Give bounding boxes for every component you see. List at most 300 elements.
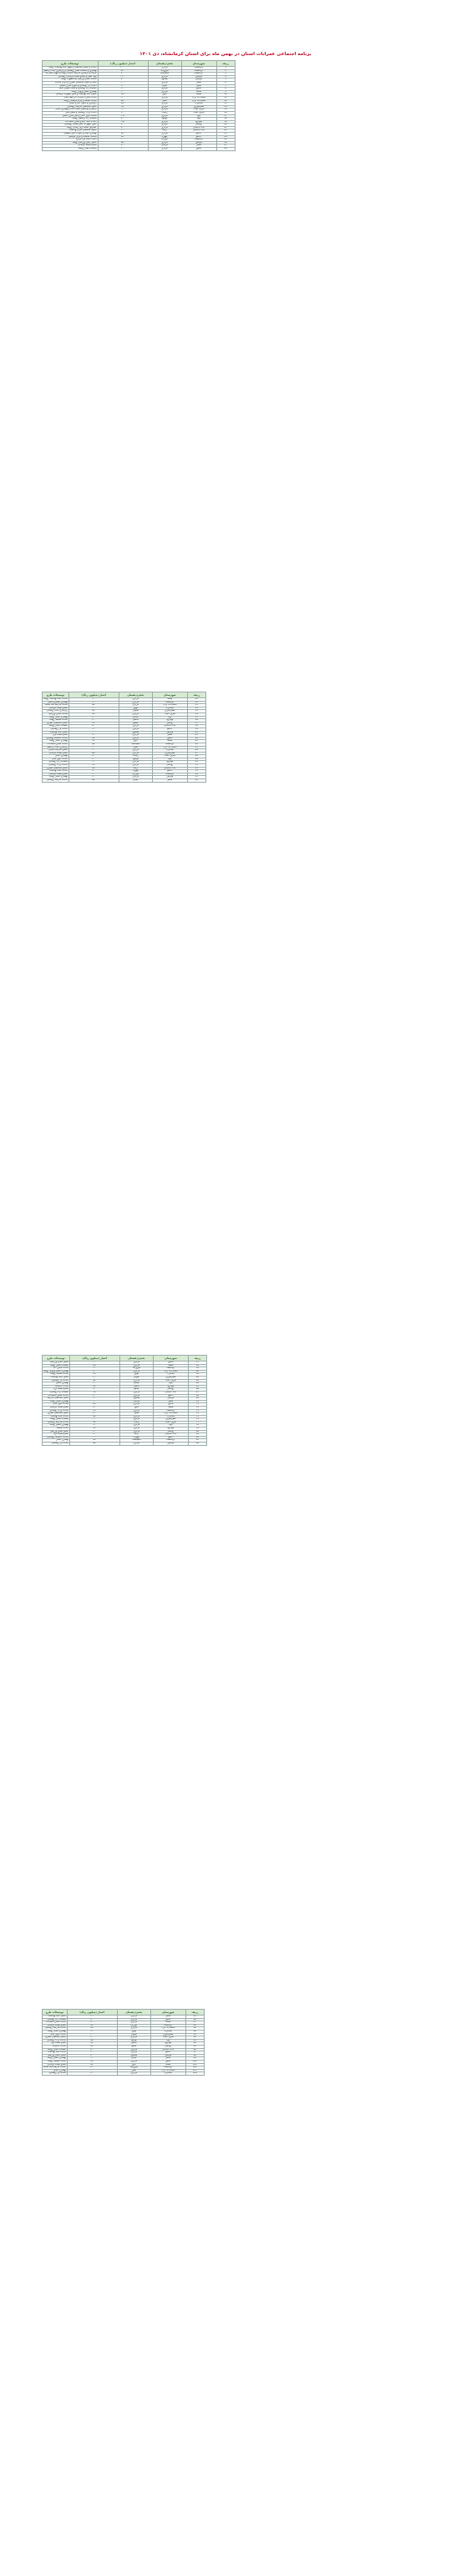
cell-county: فرامان <box>119 1400 153 1403</box>
cell-row: 102 <box>185 2066 204 2070</box>
cell-county: مرکزی <box>119 1379 153 1382</box>
cell-row: 72 <box>188 1406 206 1409</box>
cell-description: احداث سالن اجتماعات <box>43 2021 68 2025</box>
cell-row: 54 <box>187 773 205 776</box>
cell-row: 3 <box>216 73 235 76</box>
cell-county: بیستون <box>148 79 181 82</box>
cell-amount: ۷۰۰ <box>67 2018 117 2021</box>
cell-city: جوانرود <box>152 761 187 764</box>
cell-city: کرمانشاه <box>150 2066 185 2070</box>
cell-description: تکمیل سالن ورزشی <box>43 1430 70 1433</box>
cell-city: اسلام آباد غرب <box>152 746 187 749</box>
cell-description: اصلاح شبکه برق <box>43 1388 70 1392</box>
table-row <box>43 1443 207 1446</box>
cell-description: احداث پارک روستایی <box>43 1409 70 1412</box>
cell-description: بازسازی واحدهای آسیب دیده و بهسازی معابر <box>43 109 99 112</box>
cell-county: مرکزی <box>119 1415 153 1418</box>
column-header-description: توضیحات طرح <box>43 61 99 67</box>
cell-description: تکمیل سالن ورزشی <box>43 1362 70 1365</box>
cell-city: سنقر <box>181 84 216 88</box>
cell-amount: ۸۵۰ <box>98 99 148 103</box>
cell-description: آسفالت معابر روستا <box>43 725 69 728</box>
cell-amount: ۶۰۰ <box>67 2033 117 2036</box>
cell-city: سرپل ذهاب <box>152 755 187 758</box>
cell-amount: ۷۰۰ <box>67 2072 117 2076</box>
cell-row: 44 <box>187 743 205 746</box>
cell-county: حمیل <box>148 99 181 103</box>
cell-county: ریجاب <box>148 111 181 114</box>
cell-city: جوانرود <box>153 1427 188 1431</box>
cell-row: 70 <box>188 1400 206 1403</box>
cell-description: احداث مسجد <box>43 1427 70 1431</box>
cell-amount: ۶۵۰ <box>67 2024 117 2027</box>
cell-amount: ۷۵۰ <box>69 1364 119 1367</box>
table-row <box>43 2072 205 2076</box>
cell-city: اسلام آباد غرب <box>181 96 216 99</box>
cell-county: سومار <box>119 1376 153 1379</box>
cell-row: 62 <box>188 1376 206 1379</box>
cell-description: احداث مدرسه سه کلاسه <box>43 704 69 707</box>
cell-description: بهسازی و آسفالت معابر روستایی و زیرسازی جاده ارتباطی <box>43 69 97 72</box>
cell-amount: ۷۵۰ <box>69 1421 119 1424</box>
document-page-4 <box>42 2009 409 2443</box>
cell-description: اصلاح شبکه آبرسانی <box>43 752 69 755</box>
cell-description: احداث کتابخانه روستایی <box>43 1436 70 1439</box>
cell-description: آسفالت راه روستایی و نصب تابلو و علائم <box>43 88 99 91</box>
cell-row: 8 <box>216 88 235 91</box>
cell-description: اصلاح شبکه آبرسانی <box>43 145 99 148</box>
cell-county: مرکزی <box>119 725 152 728</box>
cell-amount: ۸۵۰ <box>68 779 119 783</box>
cell-description: ساخت کتابخانه و مرکز فرهنگی <box>43 135 99 139</box>
cell-city: اسلام آباد غرب <box>153 1370 188 1373</box>
cell-amount: ۸۵۰ <box>68 704 119 707</box>
cell-row: 80 <box>188 1430 206 1433</box>
cell-city: کنگاور <box>152 737 187 740</box>
cell-description: ساخت سالن ورزشی <box>43 712 69 716</box>
cell-description: گسترش شبکه برق رسانی روستا <box>43 126 99 129</box>
table-header-row <box>43 2010 205 2016</box>
cell-city: گیلانغرب <box>153 1373 188 1377</box>
cell-description: احداث سالن اجتماعات <box>43 743 69 746</box>
cell-row: 46 <box>187 749 205 753</box>
cell-row: 92 <box>185 2036 204 2040</box>
cell-amount: ۸۰۰ <box>67 2021 117 2025</box>
cell-city: هرسین <box>153 1443 188 1446</box>
cell-amount: ۱۰۰۰ <box>98 81 148 84</box>
cell-description: احداث و تکمیل ساختمان و تجهیز خانه بهداشت روستا <box>43 67 99 70</box>
cell-row: 7 <box>216 84 235 88</box>
cell-city: هرسین <box>153 1397 188 1401</box>
cell-amount: ۶۵۰ <box>68 764 119 768</box>
cell-amount: ۷۰۰ <box>68 698 119 702</box>
cell-amount: ۶۰۰ <box>98 148 148 151</box>
cell-city: سنقر <box>150 2057 185 2061</box>
column-header-city: شهرستان <box>153 1356 188 1362</box>
cell-description: بهسازی معابر <box>43 2069 68 2072</box>
cell-row: 96 <box>185 2048 204 2051</box>
cell-county: گواور <box>119 1373 153 1377</box>
cell-description: تکمیل ساختمان دهیاری <box>43 722 69 725</box>
cell-amount: ۸۵۰ <box>67 2039 117 2042</box>
cell-description: احداث سالن اجتماعات <box>43 1394 70 1397</box>
cell-county: کلیایی <box>119 779 152 783</box>
cell-city: سنقر <box>181 145 216 148</box>
cell-amount: ۷۰۰ <box>67 2036 117 2040</box>
cell-city: کنگاور <box>153 1362 188 1365</box>
cell-county: ماهیدشت <box>148 73 181 76</box>
cell-city: ثلاث باباجانی <box>181 129 216 133</box>
column-header-county: بخش/دهستان <box>148 61 181 67</box>
cell-row: 25 <box>216 139 235 142</box>
cell-description: احداث مسجد روستا <box>43 719 69 723</box>
column-header-description: توضیحات طرح <box>43 1356 70 1362</box>
cell-row: 43 <box>187 740 205 743</box>
cell-county: سومار <box>117 2033 150 2036</box>
cell-amount: ۸۰۰ <box>69 1370 119 1373</box>
cell-description: آسفالت راه ارتباطی روستا <box>43 118 99 121</box>
cell-city: پاوه <box>181 114 216 118</box>
cell-description: بهسازی معابر <box>43 1382 70 1386</box>
cell-amount: ۱۵۰۰ <box>98 69 148 73</box>
cell-row: 68 <box>188 1394 206 1397</box>
cell-amount: ۷۵۰ <box>68 767 119 770</box>
column-header-amount: اعتبار (میلیون ریال) <box>69 1356 119 1362</box>
cell-county: مرکزی <box>119 698 152 702</box>
cell-county: گهواره <box>148 135 181 139</box>
cell-description: مرمت مسجد و مرکز فرهنگی روستا <box>43 99 99 103</box>
cell-amount: ۱۲۰۰ <box>98 75 148 79</box>
table-header-row <box>43 61 236 67</box>
cell-city: هرسین <box>152 731 187 734</box>
cell-amount: ۵۵۰ <box>68 752 119 755</box>
cell-city: دالاهو <box>152 728 187 731</box>
cell-description: اصلاح شبکه برق <box>43 2042 68 2046</box>
cell-row: 26 <box>216 141 235 145</box>
cell-county: مرکزی <box>117 2036 150 2040</box>
cell-amount: ۷۵۰ <box>69 1439 119 1443</box>
cell-city: دالاهو <box>153 1394 188 1397</box>
cell-county: ازگله <box>119 767 152 770</box>
cell-description: مرمت و بازسازی مدرسه ابتدایی روستا و تجهیز کلاس ها <box>43 73 99 76</box>
cell-row: 90 <box>185 2030 204 2033</box>
cell-row: 87 <box>185 2021 204 2025</box>
cell-city: صحنه <box>181 94 216 97</box>
cell-description: اصلاح شبکه آبرسانی <box>43 2024 68 2027</box>
cell-amount: ۶۵۰ <box>69 1391 119 1394</box>
cell-description: آسفالت معابر روستا <box>43 148 99 151</box>
cell-amount: ۱۴۰۰ <box>98 109 148 112</box>
cell-amount: ۶۵۰ <box>69 1373 119 1377</box>
cell-description: تکمیل ساختمان دهیاری <box>43 1412 70 1416</box>
column-header-city: شهرستان <box>181 61 216 67</box>
cell-amount: ۹۰۰ <box>98 126 148 129</box>
cell-county: حمیل <box>119 746 152 749</box>
cell-county: مرکزی <box>119 1391 153 1394</box>
cell-description: بهسازی معابر <box>43 1439 70 1443</box>
cell-amount: ۶۰۰ <box>68 773 119 776</box>
cell-description: بهسازی معابر <box>43 755 69 758</box>
document-title: برنامه اجتماعی عمرانات استان در بهمن ماه برای استان کرمانشاه، دی ۱۴۰۱ <box>139 52 312 57</box>
cell-county: مرکزی <box>148 133 181 136</box>
cell-amount: ۸۰۰ <box>68 716 119 719</box>
cell-county: مرکزی <box>117 2072 150 2076</box>
cell-city: سرپل ذهاب <box>181 111 216 114</box>
cell-row: 2 <box>216 69 235 73</box>
cell-amount: ۸۰۰ <box>98 79 148 82</box>
cell-county: کلیایی <box>117 2057 150 2061</box>
cell-row: 12 <box>216 99 235 103</box>
cell-amount: ۸۰۰ <box>98 145 148 148</box>
cell-row: 81 <box>188 1433 206 1437</box>
cell-county: ازگله <box>119 1433 153 1437</box>
cell-city: صحنه <box>152 698 187 702</box>
cell-description: ساخت دیوار حائل و ایمن سازی مسیر <box>43 114 99 118</box>
cell-city: روانسر <box>153 1430 188 1433</box>
cell-city: قصرشیرین <box>150 2033 185 2036</box>
cell-county: نوسود <box>117 2039 150 2042</box>
cell-description: بهسازی مسیر روستا <box>43 2057 68 2061</box>
cell-amount: ۹۵۰ <box>98 94 148 97</box>
cell-row: 10 <box>216 94 235 97</box>
cell-county: نوسود <box>148 118 181 121</box>
table-row <box>43 148 236 151</box>
cell-amount: ۶۰۰ <box>98 129 148 133</box>
cell-amount: ۶۰۰ <box>69 1382 119 1386</box>
cell-amount: ۹۰۰ <box>68 734 119 738</box>
cell-county: فیروزآباد <box>117 2066 150 2070</box>
cell-amount: ۷۵۰ <box>69 1403 119 1407</box>
cell-city: پاوه <box>153 1424 188 1427</box>
cell-description: تکمیل مدرسه ابتدایی <box>43 749 69 753</box>
cell-row: 30 <box>187 701 205 704</box>
cell-description: احداث مسجد روستا <box>43 2060 68 2063</box>
cell-amount: ۶۰۰ <box>68 749 119 753</box>
cell-description: بهسازی مسیر و معابر <box>43 701 69 704</box>
cell-row: 93 <box>185 2039 204 2042</box>
cell-city: گیلانغرب <box>152 707 187 710</box>
cell-amount: ۸۰۰ <box>69 1388 119 1392</box>
cell-description: احداث پل روستایی <box>43 1379 70 1382</box>
cell-amount: ۷۰۰ <box>69 1430 119 1433</box>
cell-county: مرکزی <box>148 114 181 118</box>
cell-row: 23 <box>216 133 235 136</box>
cell-county: دینور <box>119 1406 153 1409</box>
cell-row: 41 <box>187 734 205 738</box>
cell-amount: ۷۵۰ <box>98 103 148 106</box>
cell-city: قصرشیرین <box>181 105 216 109</box>
table-header-row <box>43 1356 207 1362</box>
cell-city: اسلام آباد غرب <box>152 704 187 707</box>
cell-city: اسلام آباد غرب <box>150 2027 185 2031</box>
cell-description: اصلاح شبکه برق <box>43 1433 70 1437</box>
cell-amount: ۶۵۰ <box>67 2042 117 2046</box>
cell-city: اسلام آباد غرب <box>150 2069 185 2072</box>
cell-amount: ۶۰۰ <box>69 1436 119 1439</box>
cell-amount: ۸۰۰ <box>68 755 119 758</box>
cell-description: احداث پارک روستایی و فضای سبز <box>43 111 99 114</box>
cell-county: کلاشی <box>119 719 152 723</box>
cell-row: 60 <box>188 1370 206 1373</box>
cell-description: آسفالت معابر روستا <box>43 2048 68 2051</box>
cell-row: 50 <box>187 761 205 764</box>
cell-county: مرکزی <box>148 75 181 79</box>
cell-row: 61 <box>188 1373 206 1377</box>
cell-city: صحنه <box>150 2021 185 2025</box>
cell-description: احداث کتابخانه <box>43 2045 68 2048</box>
cell-city: پاوه <box>152 716 187 719</box>
document-page-2 <box>42 692 409 1214</box>
document-page-1 <box>42 50 409 593</box>
cell-county: مرکزی <box>119 1394 153 1397</box>
cell-city: پاوه <box>152 758 187 761</box>
cell-description: تکمیل ساختمان دهیاری <box>43 2036 68 2040</box>
cell-description: بهسازی مسیر ورودی روستا <box>43 1370 68 1372</box>
column-header-description: توضیحات طرح <box>43 2010 68 2016</box>
cell-city: روانسر <box>181 124 216 127</box>
cell-city: سنقر <box>152 779 187 783</box>
cell-county: حمیل <box>119 1412 153 1416</box>
cell-amount: ۸۰۰ <box>68 770 119 773</box>
cell-row: 74 <box>188 1412 206 1416</box>
cell-row: 83 <box>188 1439 206 1443</box>
cell-amount: ۶۰۰ <box>69 1400 119 1403</box>
cell-amount: ۸۰۰ <box>68 725 119 728</box>
cell-amount: ۶۵۰ <box>68 740 119 743</box>
column-header-amount: اعتبار (میلیون ریال) <box>67 2010 117 2016</box>
cell-description: احداث مخزن ذخیره آب و خط انتقال <box>43 96 99 99</box>
cell-amount: ۷۵۰ <box>68 737 119 740</box>
cell-row: 47 <box>187 752 205 755</box>
cell-city: ثلاث باباجانی <box>150 2048 185 2051</box>
cell-city: سنقر <box>150 2016 185 2019</box>
cell-row: 52 <box>187 767 205 770</box>
cell-city: سرپل ذهاب <box>153 1379 188 1382</box>
cell-amount: ۶۵۰ <box>69 1427 119 1431</box>
cell-city: ثلاث باباجانی <box>181 126 216 129</box>
cell-row: 45 <box>187 746 205 749</box>
cell-county: مرکزی <box>148 96 181 99</box>
cell-row: 15 <box>216 109 235 112</box>
cell-amount: ۷۰۰ <box>69 1412 119 1416</box>
cell-description: آسفالت معابر روستا <box>43 1364 70 1367</box>
cell-city: ثلاث باباجانی <box>153 1433 188 1437</box>
cell-row: 101 <box>185 2063 204 2066</box>
cell-city: گیلانغرب <box>181 103 216 106</box>
cell-description: احداث مدرسه سه کلاسه <box>43 2066 66 2069</box>
cell-amount: ۹۰۰ <box>69 1397 119 1401</box>
cell-county: مرکزی <box>119 704 152 707</box>
cell-county: فیروزآباد <box>119 1367 153 1371</box>
cell-amount: ۹۰۰ <box>98 73 148 76</box>
cell-county: مرکزی <box>148 88 181 91</box>
cell-county: مرکزی <box>119 752 152 755</box>
cell-amount: ۶۰۰ <box>68 731 119 734</box>
cell-row: 9 <box>216 90 235 94</box>
cell-city: کرمانشاه <box>153 1367 188 1371</box>
cell-amount: ۶۰۰ <box>98 90 148 94</box>
column-header-row: ردیف <box>188 1356 206 1362</box>
cell-amount: ۲۰۰۰ <box>98 67 148 70</box>
cell-city: کنگاور <box>150 2060 185 2063</box>
cell-county: مرکزی <box>117 2060 150 2063</box>
cell-row: 29 <box>187 698 205 702</box>
cell-description: احداث پل روستایی <box>43 2072 68 2076</box>
cell-description: اصلاح شبکه آبرسانی <box>43 707 69 710</box>
cell-description: ساخت سالن ورزشی چندمنظوره روستا <box>43 79 99 82</box>
cell-description: بهسازی معابر روستا <box>43 2030 68 2033</box>
cell-description: احداث مدرسه روستایی <box>43 779 69 783</box>
cell-description: احداث خانه بهداشت روستا <box>43 697 68 700</box>
cell-row: 31 <box>187 704 205 707</box>
cell-description: احداث مدرسه روستایی <box>43 1421 70 1424</box>
cell-row: 76 <box>188 1418 206 1422</box>
cell-amount: ۸۰۰ <box>67 2048 117 2051</box>
column-header-amount: اعتبار (میلیون ریال) <box>98 61 148 67</box>
cell-county: مرکزی <box>148 141 181 145</box>
cell-county: کلاشی <box>117 2042 150 2046</box>
cell-county: کلیایی <box>148 84 181 88</box>
cell-amount: ۸۰۰ <box>69 1406 119 1409</box>
cell-city: سرپل ذهاب <box>181 109 216 112</box>
cell-city: سنقر <box>152 734 187 738</box>
cell-county: مرکزی <box>119 734 152 738</box>
cell-county: گواور <box>119 707 152 710</box>
cell-description: تکمیل خانه بهداشت <box>43 2016 68 2019</box>
cell-county: مرکزی <box>117 2048 150 2051</box>
cell-row: 32 <box>187 707 205 710</box>
cell-description: بهسازی معابر روستا <box>43 776 69 779</box>
cell-city: کرمانشاه <box>181 67 216 70</box>
cell-city: ثلاث باباجانی <box>152 767 187 770</box>
cell-city: جوانرود <box>181 120 216 124</box>
cell-row: 88 <box>185 2024 204 2027</box>
cell-city: پاوه <box>153 1382 188 1386</box>
cell-row: 103 <box>185 2069 204 2072</box>
cell-row: 18 <box>216 118 235 121</box>
cell-row: 33 <box>187 710 205 713</box>
cell-county: مرکزی <box>148 109 181 112</box>
cell-city: کنگاور <box>181 148 216 151</box>
cell-county: بیستون <box>119 1397 153 1401</box>
column-header-county: بخش/دهستان <box>119 1356 153 1362</box>
cell-county: مرکزی <box>148 105 181 109</box>
cell-row: 69 <box>188 1397 206 1401</box>
cell-county: مرکزی <box>119 701 152 704</box>
cell-county: سومار <box>119 710 152 713</box>
cell-description: بهسازی مسیر روستا <box>43 1424 70 1427</box>
cell-city: قصرشیرین <box>152 710 187 713</box>
cell-city: دالاهو <box>153 1436 188 1439</box>
cell-row: 34 <box>187 712 205 716</box>
cell-row: 57 <box>188 1362 206 1365</box>
cell-county: مرکزی <box>117 2027 150 2031</box>
cell-county: مرکزی <box>119 1409 153 1412</box>
cell-description: احداث کتابخانه روستایی <box>43 737 69 740</box>
cell-county: مرکزی <box>119 749 152 753</box>
cell-county: مرکزی <box>119 1364 153 1367</box>
cell-city: گیلانغرب <box>152 749 187 753</box>
cell-row: 11 <box>216 96 235 99</box>
cell-row: 64 <box>188 1382 206 1386</box>
cell-description: احداث پارک روستایی <box>43 764 69 768</box>
cell-city: سرپل ذهاب <box>152 712 187 716</box>
cell-city: روانسر <box>152 764 187 768</box>
cell-description: تکمیل ساختمان مدرسه روستایی <box>43 105 99 109</box>
cell-county: مرکزی <box>117 2016 150 2019</box>
cell-city: سنقر <box>181 81 216 84</box>
table-row <box>43 779 206 783</box>
